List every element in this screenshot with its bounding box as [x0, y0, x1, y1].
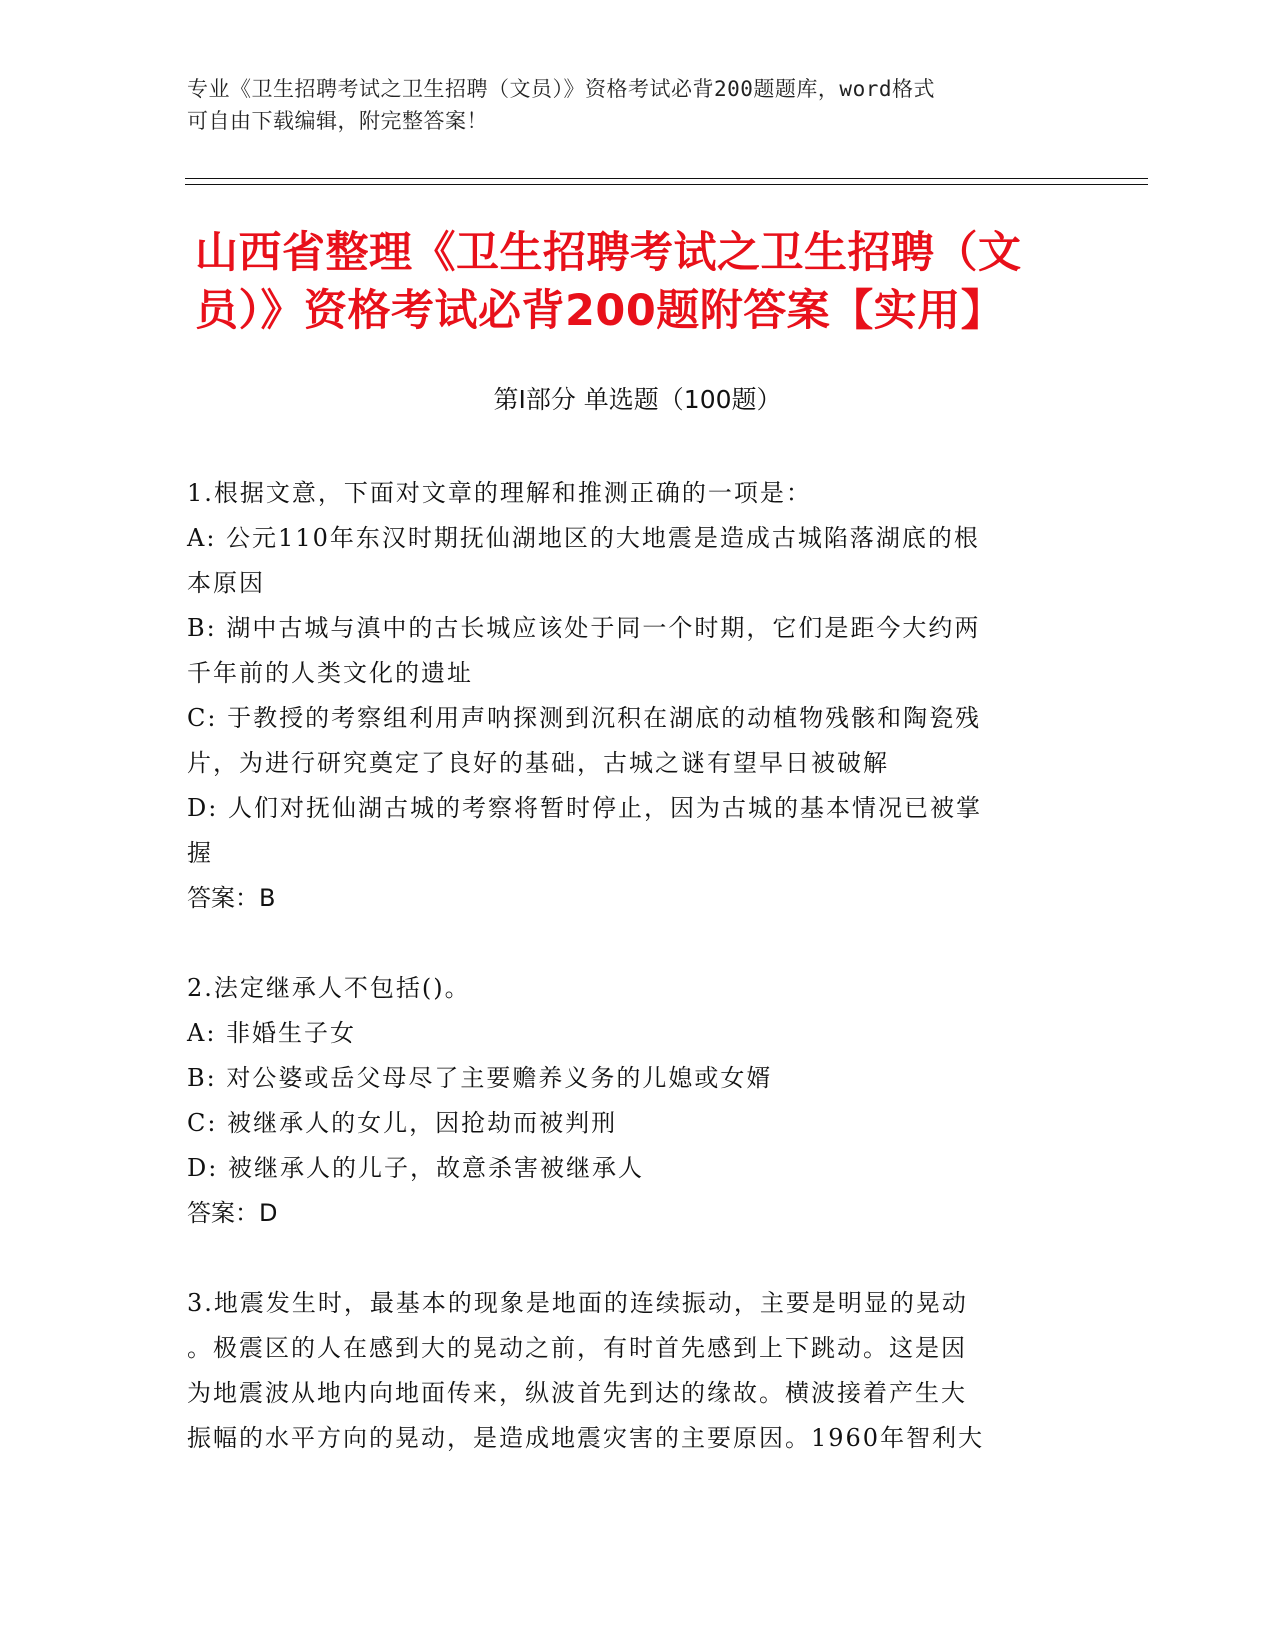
question-1-option-b: B: 湖中古城与滇中的古长城应该处于同一个时期，它们是距今大约两 [187, 614, 981, 642]
question-2-option-c: C: 被继承人的女儿，因抢劫而被判刑 [187, 1109, 618, 1137]
question-3-stem-line-4: 振幅的水平方向的晃动，是造成地震灾害的主要原因。1960年智利大 [187, 1424, 985, 1452]
question-1-option-d: D: 人们对抚仙湖古城的考察将暂时停止，因为古城的基本情况已被掌 [187, 794, 982, 822]
document-title-line-2: 员）》资格考试必背200题附答案【实用】 [195, 286, 1005, 336]
header-note [187, 73, 1067, 137]
question-3-stem-line-2: 。极震区的人在感到大的晃动之前，有时首先感到上下跳动。这是因 [187, 1334, 967, 1362]
question-3-stem-line-3: 为地震波从地内向地面传来，纵波首先到达的缘故。横波接着产生大 [187, 1379, 967, 1407]
document-title-line-1: 山西省整理《卫生招聘考试之卫生招聘（文 [195, 228, 1022, 278]
question-2 [187, 966, 1077, 1236]
header-divider-bottom [185, 184, 1148, 185]
question-1 [187, 471, 1077, 921]
question-3-stem-line-1: 3.地震发生时，最基本的现象是地面的连续振动，主要是明显的晃动 [187, 1289, 968, 1317]
question-3 [187, 1281, 1077, 1461]
question-1-answer: 答案：B [187, 884, 276, 912]
question-1-option-c-cont: 片，为进行研究奠定了良好的基础，古城之谜有望早日被破解 [187, 749, 889, 777]
document-title [195, 224, 1095, 340]
question-1-option-d-cont: 握 [187, 839, 213, 867]
question-1-option-b-cont: 千年前的人类文化的遗址 [187, 659, 473, 687]
question-2-answer: 答案：D [187, 1199, 278, 1227]
section-heading: 第Ⅰ部分 单选题（100题） [493, 385, 782, 414]
header-note-line-2: 可自由下载编辑，附完整答案！ [187, 109, 488, 133]
question-2-option-a: A: 非婚生子女 [187, 1019, 357, 1047]
header-note-line-1: 专业《卫生招聘考试之卫生招聘（文员）》资格考试必背200题题库，word格式 [187, 77, 935, 101]
header-divider-top [185, 178, 1148, 179]
question-2-stem: 2.法定继承人不包括()。 [187, 974, 471, 1002]
question-2-option-b: B: 对公婆或岳父母尽了主要赡养义务的儿媳或女婿 [187, 1064, 773, 1092]
question-1-option-a: A: 公元110年东汉时期抚仙湖地区的大地震是造成古城陷落湖底的根 [187, 524, 980, 552]
question-1-stem: 1.根据文意，下面对文章的理解和推测正确的一项是： [187, 479, 812, 507]
question-1-option-c: C: 于教授的考察组利用声呐探测到沉积在湖底的动植物残骸和陶瓷残 [187, 704, 982, 732]
question-list [187, 471, 1077, 1506]
question-2-option-d: D: 被继承人的儿子，故意杀害被继承人 [187, 1154, 644, 1182]
question-1-option-a-cont: 本原因 [187, 569, 265, 597]
